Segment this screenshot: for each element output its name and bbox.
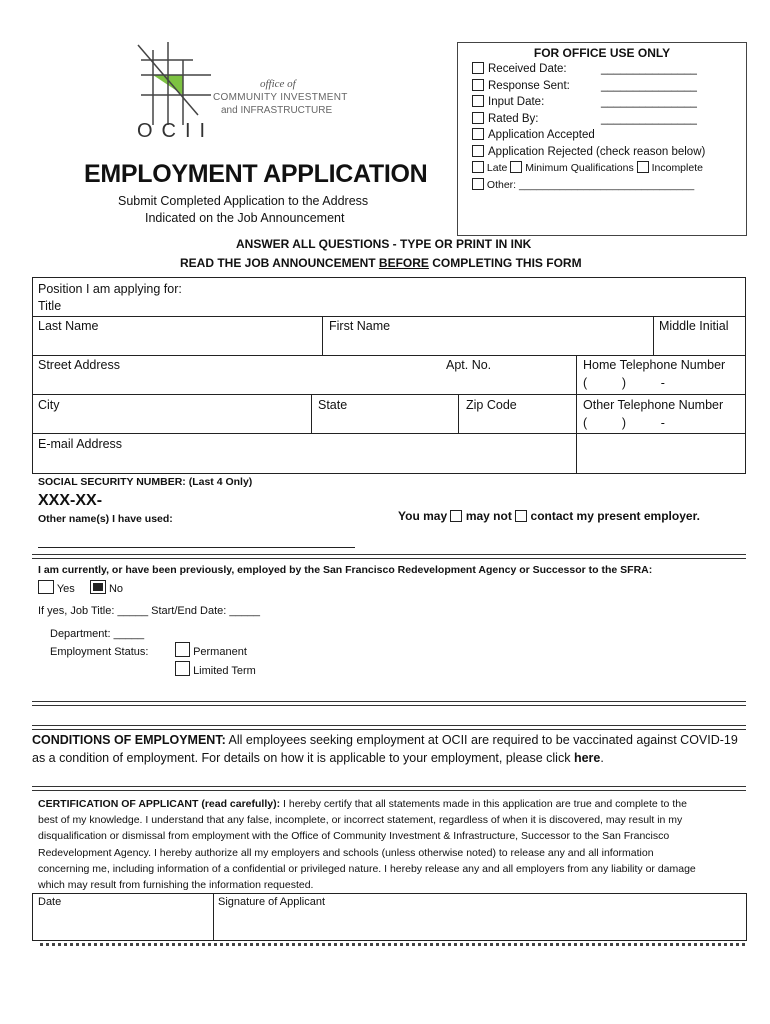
home-phone-field[interactable] bbox=[576, 355, 746, 395]
checkbox[interactable] bbox=[637, 161, 649, 173]
subtitle-2: Indicated on the Job Announcement bbox=[145, 211, 345, 225]
other-phone-field[interactable] bbox=[576, 394, 746, 434]
city-field[interactable] bbox=[32, 394, 312, 434]
limited-term-checkbox[interactable] bbox=[175, 661, 190, 676]
office-item-received: Received Date: _______________ bbox=[491, 61, 705, 78]
email-extra-field bbox=[576, 433, 746, 474]
office-item-rated: Rated By: _______________ bbox=[491, 111, 705, 128]
zip-field[interactable] bbox=[458, 394, 577, 434]
logo-mark-icon bbox=[133, 40, 213, 125]
office-item-rejected: Application Rejected (check reason below) bbox=[491, 144, 705, 161]
certification-text: CERTIFICATION OF APPLICANT (read carefully): I hereby certify that all statements made in this application are true and complete to the best of my knowledge. I understand that any false, incomplete, or incorrect statement, regardless of when it is discovered, may result in my disqualification or dismissal from employment with the Office of Community Investment & Infrastructure, Successor to the San Francisco Redevelopment Agency. I hereby authorize all my employers and schools (unless otherwise noted) to release any and all information concerning me, including information of a confidential or privileged nature. I hereby release any and all employers from any liability or damage which may result from furnishing the information requested. bbox=[38, 798, 696, 892]
title-label: Title bbox=[38, 299, 62, 313]
other-names-line[interactable] bbox=[38, 547, 355, 548]
checkbox[interactable] bbox=[472, 178, 484, 190]
job-title-line[interactable]: If yes, Job Title: _____ Start/End Date: _____ bbox=[38, 605, 260, 617]
other-names-label: Other name(s) I have used: bbox=[38, 513, 173, 525]
checkbox[interactable] bbox=[472, 112, 484, 124]
office-item-accepted: Application Accepted bbox=[491, 127, 705, 144]
instruction-1: ANSWER ALL QUESTIONS - TYPE OR PRINT IN INK bbox=[236, 237, 532, 251]
logo-line3: and INFRASTRUCTURE bbox=[221, 105, 333, 116]
divider bbox=[32, 786, 746, 791]
position-label: Position I am applying for: bbox=[38, 282, 182, 296]
checkbox[interactable] bbox=[472, 145, 484, 157]
other-phone-format: ( ) - bbox=[583, 416, 665, 430]
logo-acronym: OCII bbox=[137, 120, 215, 142]
subtitle-1: Submit Completed Application to the Address bbox=[118, 194, 369, 208]
ssn-value: XXX-XX- bbox=[38, 492, 103, 509]
checkbox[interactable] bbox=[472, 79, 484, 91]
middle-initial-label: Middle Initial bbox=[659, 319, 729, 333]
date-field[interactable] bbox=[32, 893, 214, 941]
checkbox[interactable] bbox=[472, 161, 484, 173]
date-label: Date bbox=[38, 896, 62, 908]
dotted-divider bbox=[40, 943, 745, 946]
street-address-field[interactable] bbox=[32, 355, 577, 395]
divider bbox=[32, 554, 746, 559]
checkbox[interactable] bbox=[472, 62, 484, 74]
last-name-field[interactable] bbox=[32, 316, 323, 356]
checkbox[interactable] bbox=[510, 161, 522, 173]
divider bbox=[32, 725, 746, 730]
may-checkbox[interactable] bbox=[450, 510, 462, 522]
logo-line1: office of bbox=[260, 78, 296, 90]
may-not-checkbox[interactable] bbox=[515, 510, 527, 522]
here-link[interactable]: here bbox=[573, 751, 601, 765]
signature-field[interactable] bbox=[213, 893, 747, 941]
page-title: EMPLOYMENT APPLICATION bbox=[84, 160, 428, 188]
position-row[interactable] bbox=[32, 277, 746, 317]
apt-label: Apt. No. bbox=[446, 358, 492, 372]
contact-employer: You may may not contact my present employer. bbox=[398, 509, 700, 523]
email-field[interactable] bbox=[32, 433, 577, 474]
state-field[interactable] bbox=[311, 394, 459, 434]
office-item-response: Response Sent: _______________ bbox=[491, 78, 705, 95]
office-use-title: FOR OFFICE USE ONLY bbox=[533, 46, 671, 60]
home-phone-format: ( ) - bbox=[583, 376, 665, 390]
employment-question: I am currently, or have been previously, employed by the San Francisco Redevelopment Agency or Successor to the SFRA: bbox=[38, 564, 653, 576]
checkbox[interactable] bbox=[472, 95, 484, 107]
status-options: Permanent Limited Term bbox=[175, 642, 256, 680]
street-label: Street Address bbox=[38, 358, 120, 372]
city-label: City bbox=[38, 398, 60, 412]
conditions-text: CONDITIONS OF EMPLOYMENT: All employees seeking employment at OCII are required to be vaccinated against COVID-19 as a condition of employment. For details on how it is applicable to your employment, please click here. bbox=[32, 733, 738, 765]
last-name-label: Last Name bbox=[38, 319, 99, 333]
employment-status-label: Employment Status: bbox=[50, 646, 149, 658]
permanent-checkbox[interactable] bbox=[175, 642, 190, 657]
department-line[interactable]: Department: _____ bbox=[50, 628, 145, 640]
divider bbox=[32, 701, 746, 706]
instruction-2: READ THE JOB ANNOUNCEMENT BEFORE COMPLETING THIS FORM bbox=[180, 256, 582, 270]
other-phone-label: Other Telephone Number bbox=[583, 398, 724, 412]
middle-initial-field[interactable] bbox=[653, 316, 746, 356]
state-label: State bbox=[318, 398, 348, 412]
first-name-label: First Name bbox=[329, 319, 391, 333]
reject-reasons: Late Minimum Qualifications Incomplete bbox=[472, 160, 705, 177]
yes-no-options: Yes No bbox=[38, 580, 123, 595]
ocii-logo bbox=[133, 40, 363, 145]
email-label: E-mail Address bbox=[38, 437, 123, 451]
checkbox[interactable] bbox=[472, 128, 484, 140]
first-name-field[interactable] bbox=[322, 316, 654, 356]
home-phone-label: Home Telephone Number bbox=[583, 358, 726, 372]
ssn-label: SOCIAL SECURITY NUMBER: (Last 4 Only) bbox=[38, 476, 253, 488]
yes-checkbox[interactable] bbox=[38, 580, 54, 594]
logo-line2: COMMUNITY INVESTMENT bbox=[213, 92, 348, 103]
zip-label: Zip Code bbox=[466, 398, 517, 412]
no-checkbox[interactable] bbox=[90, 580, 106, 594]
reject-other: Other: ______________________________ bbox=[472, 177, 705, 194]
signature-label: Signature of Applicant bbox=[218, 896, 326, 908]
office-use-box bbox=[457, 42, 747, 236]
office-item-input: Input Date: _______________ bbox=[491, 94, 705, 111]
